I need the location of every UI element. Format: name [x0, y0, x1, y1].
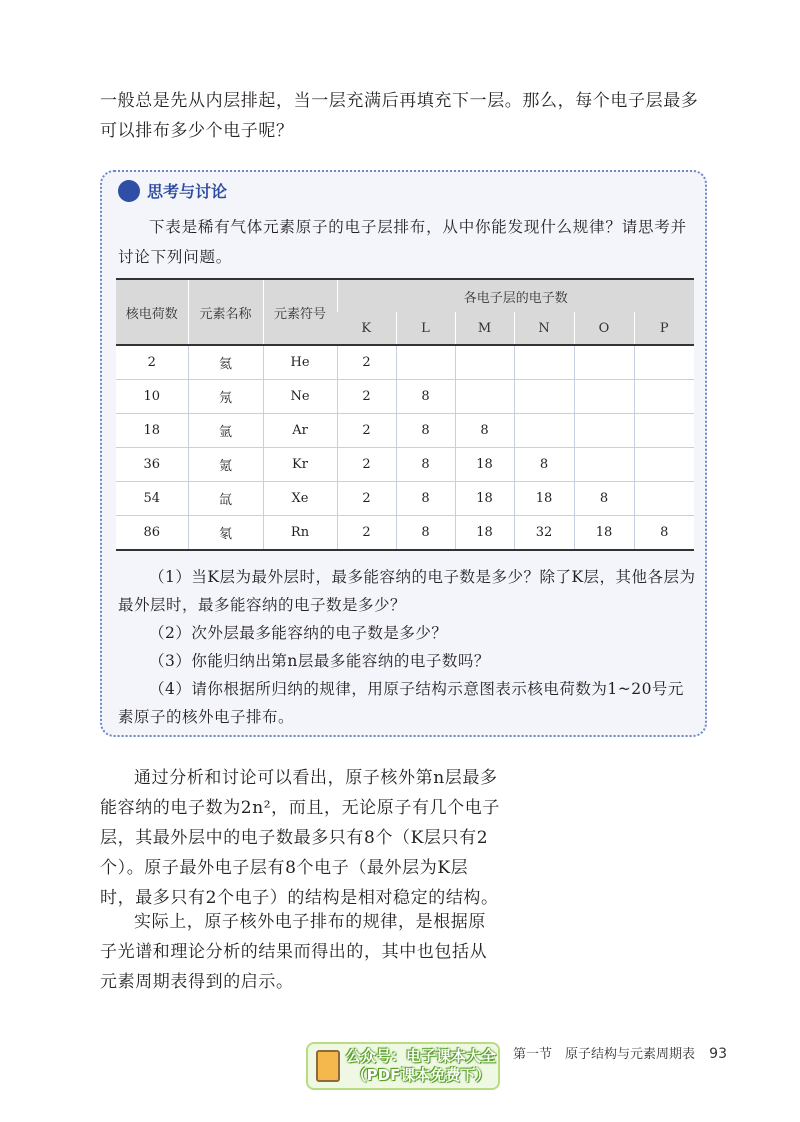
table-cell: 10: [116, 380, 188, 414]
table-cell: 18: [455, 448, 514, 482]
table-cell: 18: [514, 482, 574, 516]
table-cell: 32: [514, 516, 574, 551]
table-cell: [574, 380, 634, 414]
table-cell: [634, 345, 694, 380]
table-cell: [634, 414, 694, 448]
table-cell: [514, 414, 574, 448]
table-cell: 2: [337, 448, 396, 482]
discussion-header: [118, 179, 227, 202]
table-cell: 8: [396, 482, 455, 516]
shell-header: L: [396, 312, 455, 345]
table-cell: Kr: [263, 448, 337, 482]
table-cell: 2: [337, 414, 396, 448]
table-cell: 8: [514, 448, 574, 482]
intro-paragraph: 一般总是先从内层排起，当一层充满后再填充下一层。那么，每个电子层最多可以排布多少个电子呢？: [100, 91, 699, 141]
table-row: [116, 345, 694, 380]
table-cell: 8: [455, 414, 514, 448]
table-cell: 氡: [188, 516, 263, 551]
group-header-cell: 各电子层的电子数: [337, 279, 694, 312]
table-cell: [455, 345, 514, 380]
table-cell: 氪: [188, 448, 263, 482]
section-title: 第一节 原子结构与元素周期表: [513, 1047, 696, 1062]
table-cell: He: [263, 345, 337, 380]
watermark-line-1: 公众号：电子课本大全: [346, 1047, 497, 1065]
table-cell: [514, 345, 574, 380]
shell-header: P: [634, 312, 694, 345]
book-icon: [316, 1050, 340, 1082]
table-row: [116, 448, 694, 482]
header-cell: 核电荷数: [116, 279, 188, 345]
table-row: [116, 482, 694, 516]
shell-header: M: [455, 312, 514, 345]
table-cell: 8: [396, 448, 455, 482]
table-cell: 8: [396, 516, 455, 551]
table-cell: 86: [116, 516, 188, 551]
table-cell: Ne: [263, 380, 337, 414]
table-cell: 8: [574, 482, 634, 516]
table-cell: 18: [455, 482, 514, 516]
table-cell: 2: [337, 482, 396, 516]
table-cell: [455, 380, 514, 414]
header-cell: 元素符号: [263, 279, 337, 345]
question-item: （1）当K层为最外层时，最多能容纳的电子数是多少？除了K层，其他各层为最外层时，最多能容纳的电子数是多少？: [118, 568, 696, 614]
table-cell: [634, 448, 694, 482]
table-cell: 8: [396, 380, 455, 414]
table-cell: [634, 482, 694, 516]
table-cell: 54: [116, 482, 188, 516]
table-cell: 2: [337, 516, 396, 551]
question-item: （2）次外层最多能容纳的电子数是多少？: [149, 624, 448, 642]
table-row: [116, 516, 694, 551]
shell-header: O: [574, 312, 634, 345]
table-cell: 36: [116, 448, 188, 482]
question-list: [118, 563, 698, 731]
table-cell: Xe: [263, 482, 337, 516]
table-cell: [574, 448, 634, 482]
discussion-box: [100, 170, 707, 737]
table-cell: [634, 380, 694, 414]
table-cell: 氦: [188, 345, 263, 380]
table-cell: 氩: [188, 414, 263, 448]
shell-header: K: [337, 312, 396, 345]
table-row: [116, 380, 694, 414]
table-cell: 18: [574, 516, 634, 551]
electron-shell-table: [116, 278, 694, 551]
table-cell: [574, 345, 634, 380]
watermark-badge: [306, 1042, 500, 1090]
table-cell: 氖: [188, 380, 263, 414]
table-cell: Ar: [263, 414, 337, 448]
table-cell: 18: [455, 516, 514, 551]
table-body: [116, 345, 694, 550]
watermark-text: [346, 1047, 496, 1085]
table-cell: 8: [634, 516, 694, 551]
body-paragraph-2: 实际上，原子核外电子排布的规律，是根据原子光谱和理论分析的结果而得出的，其中也包括从元素周期表得到的启示。: [100, 912, 488, 992]
table-row: [116, 414, 694, 448]
body-paragraph-1: 通过分析和讨论可以看出，原子核外第n层最多能容纳的电子数为2n²，而且，无论原子有几个电子层，其最外层中的电子数最多只有8个（K层只有2个）。原子最外电子层有8个电子（最外层为K层时，最多只有2个电子）的结构是相对稳定的结构。: [100, 768, 500, 908]
question-item: （3）你能归纳出第n层最多能容纳的电子数吗？: [149, 652, 490, 670]
table-cell: 氙: [188, 482, 263, 516]
page-number: 93: [709, 1046, 727, 1062]
table-cell: [574, 414, 634, 448]
question-item: （4）请你根据所归纳的规律，用原子结构示意图表示核电荷数为1~20号元素原子的核外电子排布。: [118, 680, 684, 726]
table-cell: [514, 380, 574, 414]
bullet-circle-icon: [118, 180, 140, 202]
page-footer: [513, 1043, 727, 1062]
watermark-line-2: （PDF课本免费下）: [351, 1066, 491, 1084]
table-cell: 2: [337, 345, 396, 380]
discussion-title: 思考与讨论: [147, 182, 228, 201]
table-cell: 18: [116, 414, 188, 448]
table-header-row: [116, 279, 694, 312]
table-cell: 2: [337, 380, 396, 414]
header-cell: 元素名称: [188, 279, 263, 345]
shell-header: N: [514, 312, 574, 345]
table-cell: [396, 345, 455, 380]
table-cell: 8: [396, 414, 455, 448]
table-cell: 2: [116, 345, 188, 380]
table-cell: Rn: [263, 516, 337, 551]
discussion-intro: 下表是稀有气体元素原子的电子层排布，从中你能发现什么规律？请思考并讨论下列问题。: [118, 218, 687, 266]
